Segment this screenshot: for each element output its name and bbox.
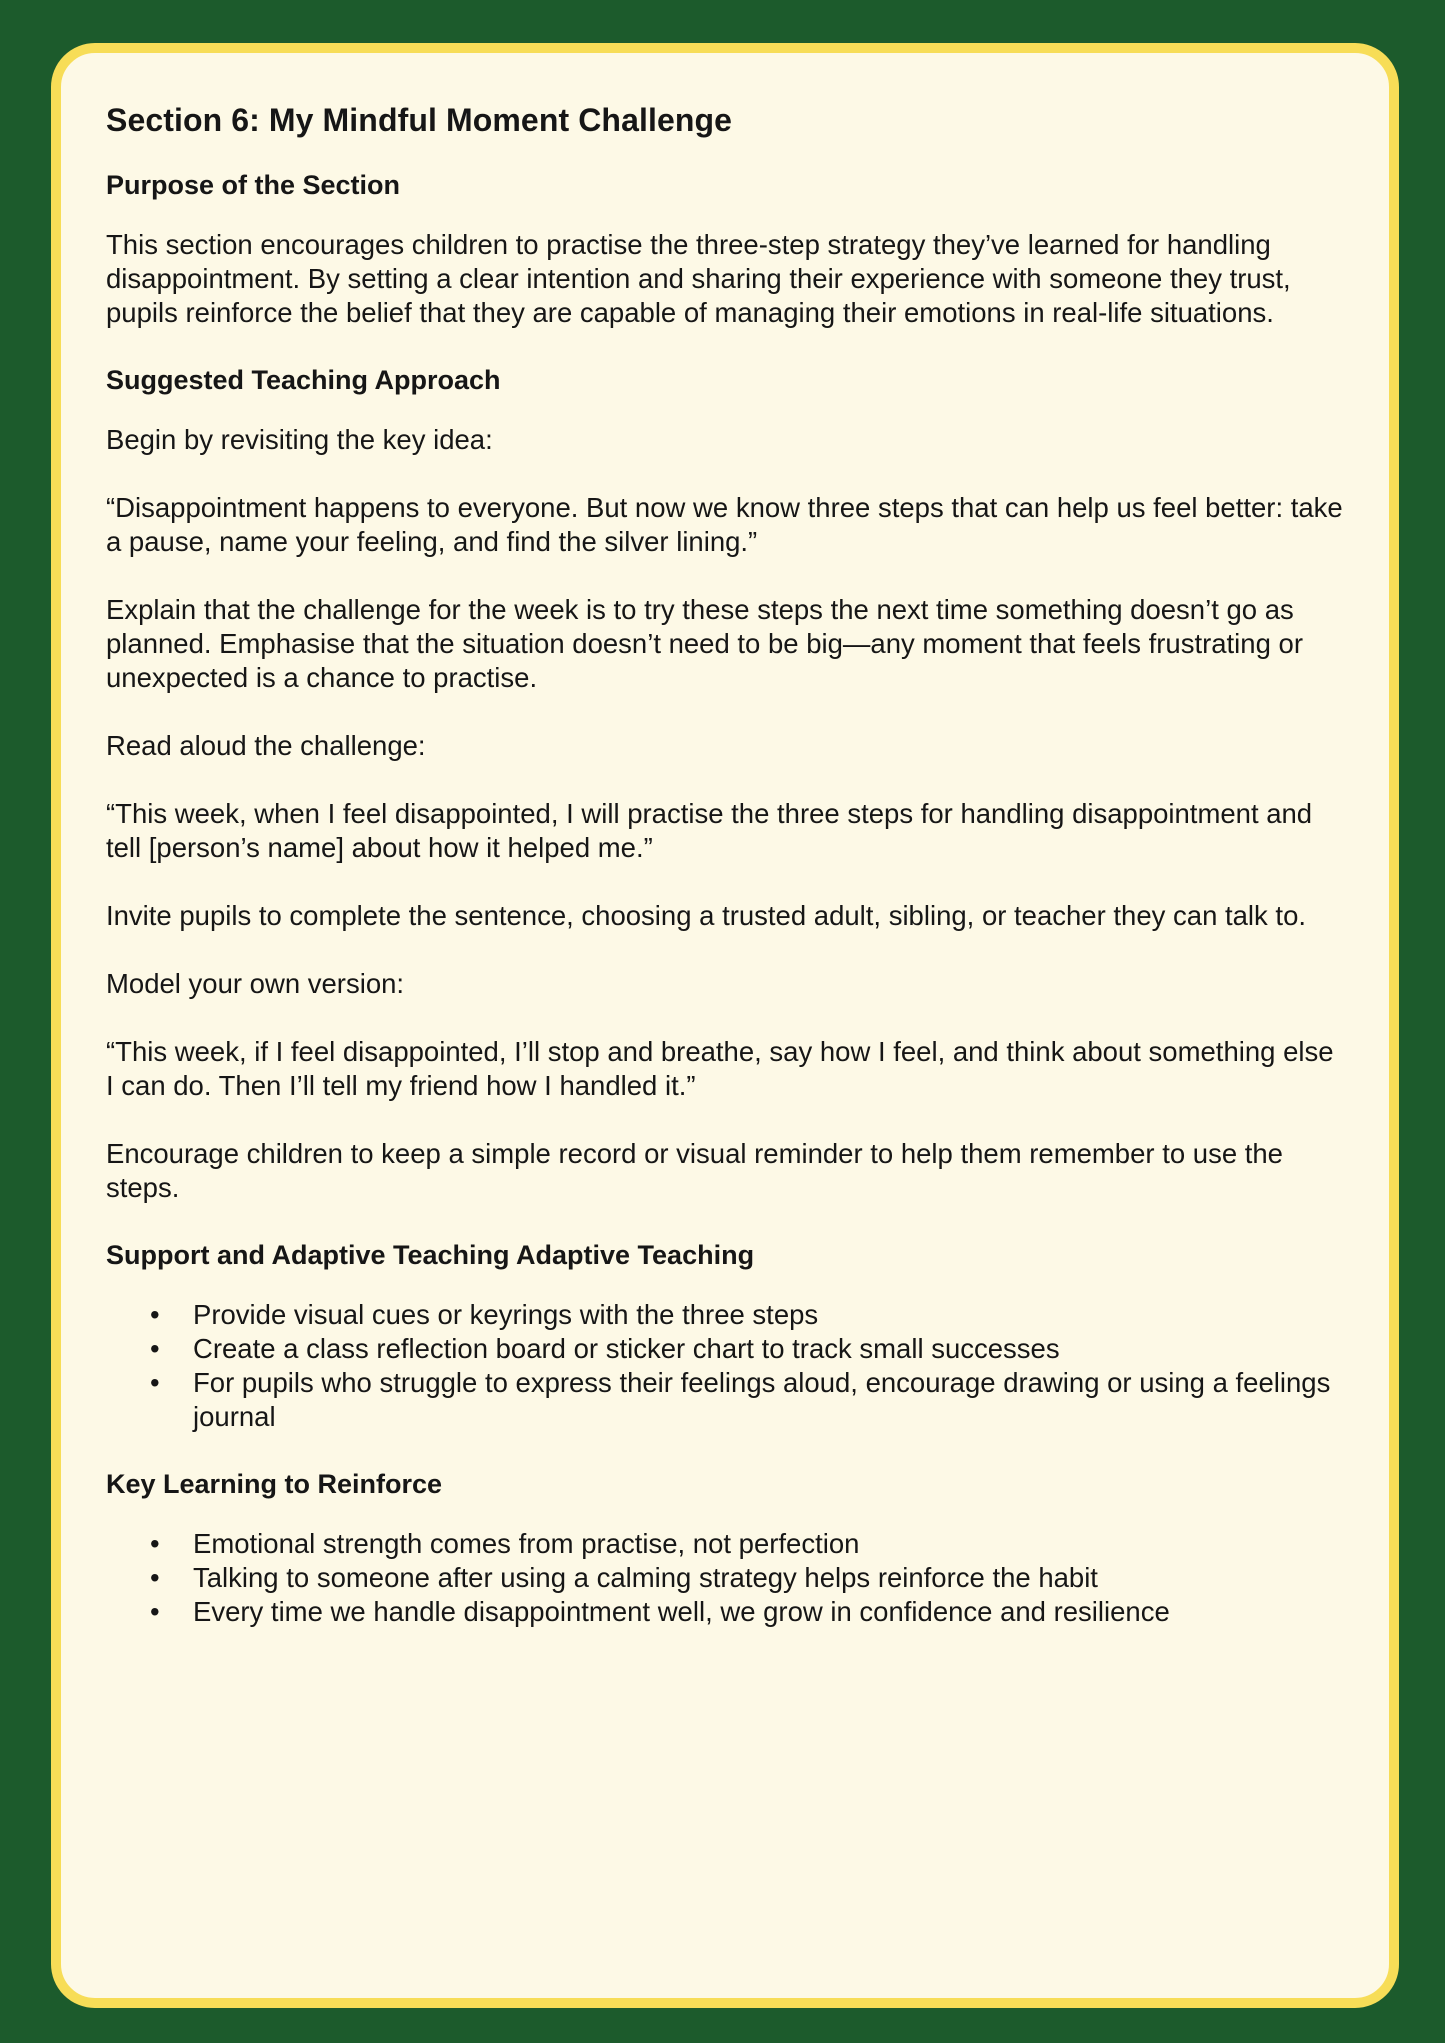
teaching-quote: “Disappointment happens to everyone. But now we know three steps that can help us feel better: take a pause, name your feeling, and find the silver lining.” — [106, 492, 1343, 557]
key-learning-heading: Key Learning to Reinforce — [106, 1469, 443, 1499]
list-item — [106, 1298, 1346, 1332]
bullet-icon: • — [150, 1528, 160, 1559]
bullet-icon: • — [150, 1562, 160, 1593]
support-list — [106, 1298, 1346, 1434]
teaching-paragraph: Explain that the challenge for the week is to try these steps the next time something doesn’t go as planned. Emphasise that the situation doesn’t need to be big—any moment that feels frustrating or unexpected is a chance to practise. — [106, 594, 1303, 693]
purpose-text: This section encourages children to practise the three-step strategy they’ve learned for handling disappointment. By setting a clear intention and sharing their experience with someone they trust, pupils reinforce the belief that they are capable of managing their emotions in real-life situations. — [106, 229, 1291, 328]
purpose-heading: Purpose of the Section — [106, 170, 401, 200]
teaching-paragraph: Encourage children to keep a simple record or visual reminder to help them remember to use the steps. — [106, 1138, 1283, 1203]
list-item — [106, 1366, 1346, 1434]
list-item — [106, 1527, 1346, 1561]
model-quote: “This week, if I feel disappointed, I’ll stop and breathe, say how I feel, and think about something else I can do. Then I’ll tell my friend how I handled it.” — [106, 1036, 1334, 1101]
support-heading: Support and Adaptive Teaching Adaptive Teaching — [106, 1240, 755, 1270]
bullet-icon: • — [150, 1299, 160, 1330]
list-item-text: Provide visual cues or keyrings with the three steps — [193, 1299, 819, 1330]
list-item — [106, 1332, 1346, 1366]
list-item-text: For pupils who struggle to express their feelings aloud, encourage drawing or using a feelings journal — [193, 1367, 1331, 1432]
list-item — [106, 1595, 1346, 1629]
teaching-paragraph: Read aloud the challenge: — [106, 730, 426, 761]
document-content — [106, 96, 1346, 1629]
key-learning-list — [106, 1527, 1346, 1629]
teaching-paragraph: Model your own version: — [106, 968, 405, 999]
bullet-icon: • — [150, 1596, 160, 1627]
list-item — [106, 1561, 1346, 1595]
page-title: Section 6: My Mindful Moment Challenge — [106, 102, 733, 138]
challenge-quote: “This week, when I feel disappointed, I will practise the three steps for handling disappointment and tell [person’s name] about how it helped me.” — [106, 798, 1313, 863]
list-item-text: Talking to someone after using a calming strategy helps reinforce the habit — [193, 1562, 1098, 1593]
teaching-heading: Suggested Teaching Approach — [106, 365, 501, 395]
teaching-paragraph: Invite pupils to complete the sentence, choosing a trusted adult, sibling, or teacher they can talk to. — [106, 900, 1307, 931]
teaching-paragraph: Begin by revisiting the key idea: — [106, 424, 493, 455]
bullet-icon: • — [150, 1333, 160, 1364]
list-item-text: Emotional strength comes from practise, not perfection — [193, 1528, 860, 1559]
list-item-text: Every time we handle disappointment well, we grow in confidence and resilience — [193, 1596, 1170, 1627]
bullet-icon: • — [150, 1367, 160, 1398]
list-item-text: Create a class reflection board or sticker chart to track small successes — [193, 1333, 1060, 1364]
